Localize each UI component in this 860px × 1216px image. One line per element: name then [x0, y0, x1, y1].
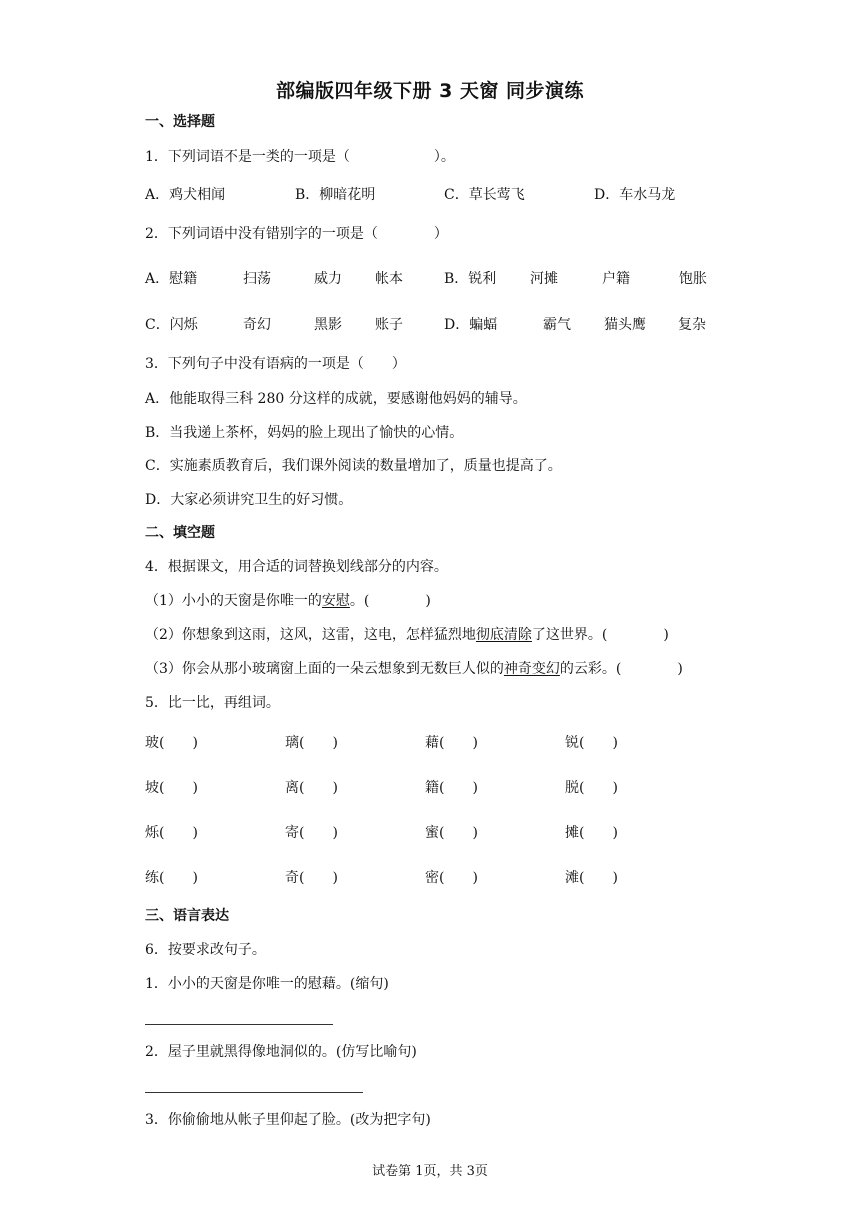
q5-cell: 滩( ): [565, 870, 618, 886]
section-heading-fill: 二、填空题: [145, 525, 215, 541]
q5-cell: 烁( ): [145, 825, 198, 841]
q4-item-1-underlined: 安慰: [321, 593, 350, 609]
q3-option-c: C．实施素质教育后，我们课外阅读的数量增加了，质量也提高了。: [145, 458, 562, 474]
q3-option-b: B．当我递上茶杯，妈妈的脸上现出了愉快的心情。: [145, 425, 464, 441]
q2-option-b-word2: 河摊: [530, 271, 558, 287]
q2-option-a-word3: 威力: [314, 271, 342, 287]
page-title: 部编版四年级下册 3 天窗 同步演练: [275, 80, 585, 102]
section-heading-choice: 一、选择题: [145, 114, 215, 130]
q2-option-c-word3: 黑影: [314, 317, 342, 333]
q5-cell: 藉( ): [425, 735, 478, 751]
q5-cell: 寄( ): [285, 825, 338, 841]
q5-cell: 蜜( ): [425, 825, 478, 841]
q5-cell: 摊( ): [565, 825, 618, 841]
q4-item-2: [145, 626, 669, 644]
question-4-stem: 4．根据课文，用合适的词替换划线部分的内容。: [145, 559, 448, 575]
section-heading-expression: 三、语言表达: [145, 908, 229, 924]
question-1-stem: 1．下列词语不是一类的一项是（ ）。: [145, 149, 455, 165]
q2-option-b-word1: B．锐利: [444, 271, 497, 287]
q4-item-3-pre: （3）你会从那小玻璃窗上面的一朵云想象到无数巨人似的: [145, 661, 504, 677]
page-footer: 试卷第 1页，共 3页: [372, 1164, 488, 1179]
q6-item-3: 3．你偷偷地从帐子里仰起了脸。(改为把字句): [145, 1112, 431, 1128]
q4-item-2-post: 了这世界。( ): [531, 627, 669, 643]
q2-option-d-word1: D．蝙蝠: [444, 317, 498, 333]
q4-item-3-underlined: 神奇变幻: [503, 661, 560, 677]
q5-cell: 璃( ): [285, 735, 338, 751]
q2-option-c-word2: 奇幻: [243, 317, 271, 333]
q4-item-1-pre: （1）小小的天窗是你唯一的: [145, 593, 322, 609]
question-6-stem: 6．按要求改句子。: [145, 942, 266, 958]
q4-item-3-post: 的云彩。( ): [559, 661, 683, 677]
q2-option-c-word1: C．闪烁: [145, 317, 198, 333]
q5-cell: 练( ): [145, 870, 198, 886]
q5-cell: 锐( ): [565, 735, 618, 751]
q5-cell: 坡( ): [145, 780, 198, 796]
q1-option-d: D．车水马龙: [594, 187, 676, 203]
q2-option-b-word3: 户籍: [602, 271, 630, 287]
q4-item-2-underlined: 彻底清除: [475, 627, 532, 643]
answer-line-2[interactable]: [145, 1092, 363, 1093]
q6-item-1: 1．小小的天窗是你唯一的慰藉。(缩句): [145, 976, 389, 992]
q2-option-d-word3: 猫头鹰: [604, 317, 646, 333]
q5-cell: 奇( ): [285, 870, 338, 886]
q5-cell: 离( ): [285, 780, 338, 796]
answer-line-1[interactable]: [145, 1024, 333, 1025]
question-2-stem: 2．下列词语中没有错别字的一项是（ ）: [145, 226, 448, 242]
q4-item-3: [145, 660, 683, 678]
q1-option-c: C．草长莺飞: [444, 187, 525, 203]
q2-option-a-word4: 帐本: [375, 271, 403, 287]
q5-cell: 脱( ): [565, 780, 618, 796]
q4-item-1: [145, 592, 431, 610]
q2-option-c-word4: 账子: [375, 317, 403, 333]
q4-item-2-pre: （2）你想象到这雨，这风，这雷，这电，怎样猛烈地: [145, 627, 476, 643]
q1-option-a: A．鸡犬相闻: [145, 187, 226, 203]
q6-item-2: 2．屋子里就黑得像地洞似的。(仿写比喻句): [145, 1044, 417, 1060]
q3-option-d: D．大家必须讲究卫生的好习惯。: [145, 492, 353, 508]
q2-option-b-word4: 饱胀: [679, 271, 707, 287]
q5-cell: 密( ): [425, 870, 478, 886]
question-5-stem: 5．比一比，再组词。: [145, 695, 280, 711]
q2-option-d-word4: 复杂: [678, 317, 706, 333]
q5-cell: 籍( ): [425, 780, 478, 796]
q3-option-a: A．他能取得三科 280 分这样的成就，要感谢他妈妈的辅导。: [145, 391, 527, 407]
q2-option-a-word1: A．慰籍: [145, 271, 198, 287]
q2-option-a-word2: 扫荡: [243, 271, 271, 287]
q2-option-d-word2: 霸气: [543, 317, 571, 333]
q1-option-b: B．柳暗花明: [295, 187, 376, 203]
question-3-stem: 3．下列句子中没有语病的一项是（ ）: [145, 356, 406, 372]
q5-cell: 玻( ): [145, 735, 198, 751]
q4-item-1-post: 。( ): [349, 593, 431, 609]
